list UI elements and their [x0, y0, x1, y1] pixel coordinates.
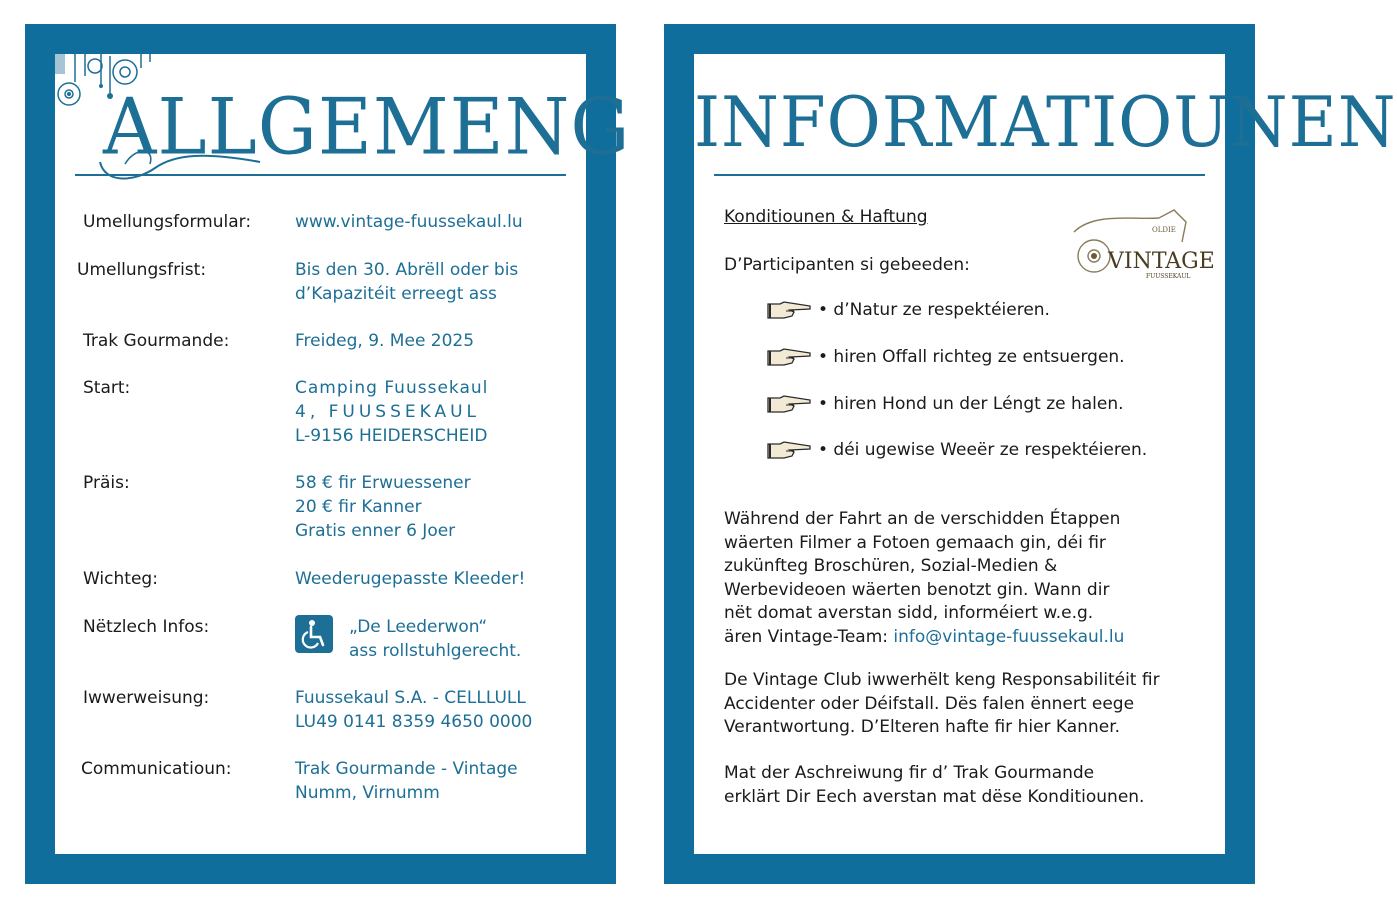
- row-value: Weederugepasste Kleeder!: [295, 569, 526, 589]
- list-item: • hiren Hond un der Léngt ze halen.: [766, 390, 1124, 418]
- svg-text:OLDIE: OLDIE: [1152, 226, 1176, 234]
- svg-text:VINTAGE: VINTAGE: [1108, 249, 1215, 274]
- title-rule: [75, 174, 566, 176]
- row-value: Bis den 30. Abrëll oder bis d’Kapazitéit erreegt ass: [295, 260, 519, 304]
- intro-text: D’Participanten si gebeeden:: [724, 255, 970, 275]
- title-rule: [714, 174, 1205, 176]
- row-value: „De Leederwon“ ass rollstuhlgerecht.: [349, 617, 522, 661]
- list-item: • déi ugewise Weeër ze respektéieren.: [766, 436, 1147, 464]
- vintage-logo: [1064, 202, 1215, 294]
- left-card-panel: [55, 54, 631, 854]
- pointing-hand-icon: [766, 345, 812, 369]
- row-label: Start:: [83, 378, 131, 398]
- pointing-hand-icon: [766, 298, 812, 322]
- section-heading: Konditiounen & Haftung: [724, 207, 928, 227]
- row-label: Umellungsformular:: [83, 212, 252, 232]
- title-swash: [95, 142, 265, 186]
- row-label: Trak Gourmande:: [83, 331, 230, 351]
- row-value: Trak Gourmande - Vintage Numm, Virnumm: [295, 759, 518, 803]
- row-useful-info: [83, 615, 563, 665]
- row-value: Freideg, 9. Mee 2025: [295, 331, 475, 351]
- left-card: [25, 24, 631, 884]
- page-title: ALLGEMENG: [103, 81, 631, 173]
- row-value: Fuussekaul S.A. - CELLLULL LU49 0141 8359 4650 0000: [295, 688, 533, 732]
- row-value: 58 € fir Erwuessener 20 € fir Kanner Gratis enner 6 Joer: [295, 473, 471, 541]
- right-card-panel: [694, 54, 1397, 854]
- pointing-hand-icon: [766, 438, 812, 462]
- row-label: Communicatioun:: [81, 759, 232, 779]
- row-label: Umellungsfrist:: [77, 260, 207, 280]
- email-link[interactable]: info@vintage-fuussekaul.lu: [893, 626, 1125, 647]
- list-item: • hiren Offall richteg ze entsuergen.: [766, 343, 1125, 371]
- row-label: Iwwerweisung:: [83, 688, 210, 708]
- page-title: INFORMATIOUNEN: [694, 82, 1397, 163]
- row-value: Camping Fuussekaul 4, FUUSSEKAUL L-9156 HEIDERSCHEID: [295, 378, 489, 446]
- svg-text:FUUSSEKAUL: FUUSSEKAUL: [1146, 273, 1191, 280]
- row-label: Wichteg:: [83, 569, 158, 589]
- list-item: • d’Natur ze respektéieren.: [766, 296, 1050, 324]
- row-label: Nëtzlech Infos:: [83, 617, 210, 637]
- row-label: Präis:: [83, 473, 130, 493]
- paragraph-liability: De Vintage Club iwwerhëlt keng Responsabilitéit fir Accidenter oder Déifstall. Dës falen ënnert eege Verantwortung. D’Elteren hafte fir hier Kanner.: [724, 670, 1160, 737]
- paragraph-agreement: Mat der Aschreiwung fir d’ Trak Gourmande erklärt Dir Eech averstan mat dëse Konditiounen.: [724, 763, 1145, 807]
- registration-link[interactable]: www.vintage-fuussekaul.lu: [295, 212, 523, 232]
- pointing-hand-icon: [766, 392, 812, 416]
- right-card: [664, 24, 1397, 884]
- wheelchair-icon: [295, 615, 333, 653]
- paragraph-media: Während der Fahrt an de verschidden Étappen wäerten Filmer a Fotoen gemaach gin, déi fir zukünfteg Broschüren, Sozial-Medien & Werbevideoen wäerten benotzt gin. Wann dir nët domat averstan sidd, informéiert w.e.g. ären Vintage-Team: info@vintage-fuussekaul.lu: [724, 509, 1125, 647]
